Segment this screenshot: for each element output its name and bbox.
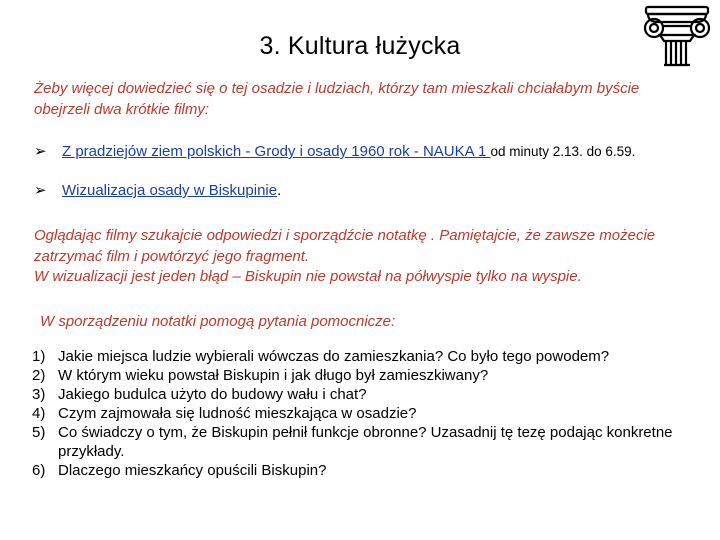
film-link-wizualizacja-biskupin[interactable]: Wizualizacja osady w Biskupinie <box>62 182 278 199</box>
list-item <box>0 366 700 385</box>
question-text: Co świadczy o tym, że Biskupin pełnił funkcje obronne? Uzasadnij tę tezę podając konkretne przykłady. <box>58 424 673 460</box>
question-text: Dlaczego mieszkańcy opuścili Biskupin? <box>58 462 327 479</box>
list-item <box>0 404 700 423</box>
arrow-bullet-icon: ➢ <box>34 182 47 199</box>
instructions-paragraph <box>34 226 694 288</box>
questions-list <box>0 347 700 480</box>
question-number: 1) <box>32 348 46 365</box>
list-item <box>0 385 700 404</box>
question-text: Czym zajmowała się ludność mieszkająca w osadzie? <box>58 405 417 422</box>
film-link-item-2 <box>34 181 281 201</box>
question-number: 2) <box>32 367 46 384</box>
instruction-line-1: Oglądając filmy szukajcie odpowiedzi i sporządźcie notatkę . Pamiętajcie, że zawsze możecie zatrzymać film i powtórzyć jego fragment. <box>34 227 656 265</box>
question-text: Jakiego budulca użyto do budowy wału i chat? <box>58 386 367 403</box>
slide-title: 3. Kultura łużycka <box>259 32 461 60</box>
list-item <box>0 423 700 461</box>
helper-questions-heading: W sporządzeniu notatki pomogą pytania pomocnicze: <box>40 313 396 330</box>
list-item <box>0 347 700 366</box>
film-link-grody-i-osady[interactable]: Z pradziejów ziem polskich - Grody i osady 1960 rok - NAUKA 1 <box>62 143 491 160</box>
link-trailing-period: . <box>277 182 282 199</box>
arrow-bullet-icon: ➢ <box>34 143 47 160</box>
question-number: 3) <box>32 386 46 403</box>
list-item <box>0 461 700 480</box>
instruction-line-2: W wizualizacji jest jeden błąd – Biskupin nie powstał na półwyspie tylko na wyspie. <box>34 268 582 285</box>
question-number: 6) <box>32 462 46 479</box>
question-text: W którym wieku powstał Biskupin i jak długo był zamieszkiwany? <box>58 367 489 384</box>
film-link-item-1 <box>34 142 635 162</box>
film-time-range: od minuty 2.13. do 6.59. <box>490 144 636 159</box>
question-text: Jakie miejsca ludzie wybierali wówczas do zamieszkania? Co było tego powodem? <box>58 348 610 365</box>
question-number: 5) <box>32 424 46 441</box>
intro-text: Żeby więcej dowiedzieć się o tej osadzie i ludziach, którzy tam mieszkali chciałabym byście obejrzeli dwa krótkie filmy: <box>34 80 640 118</box>
question-number: 4) <box>32 405 46 422</box>
